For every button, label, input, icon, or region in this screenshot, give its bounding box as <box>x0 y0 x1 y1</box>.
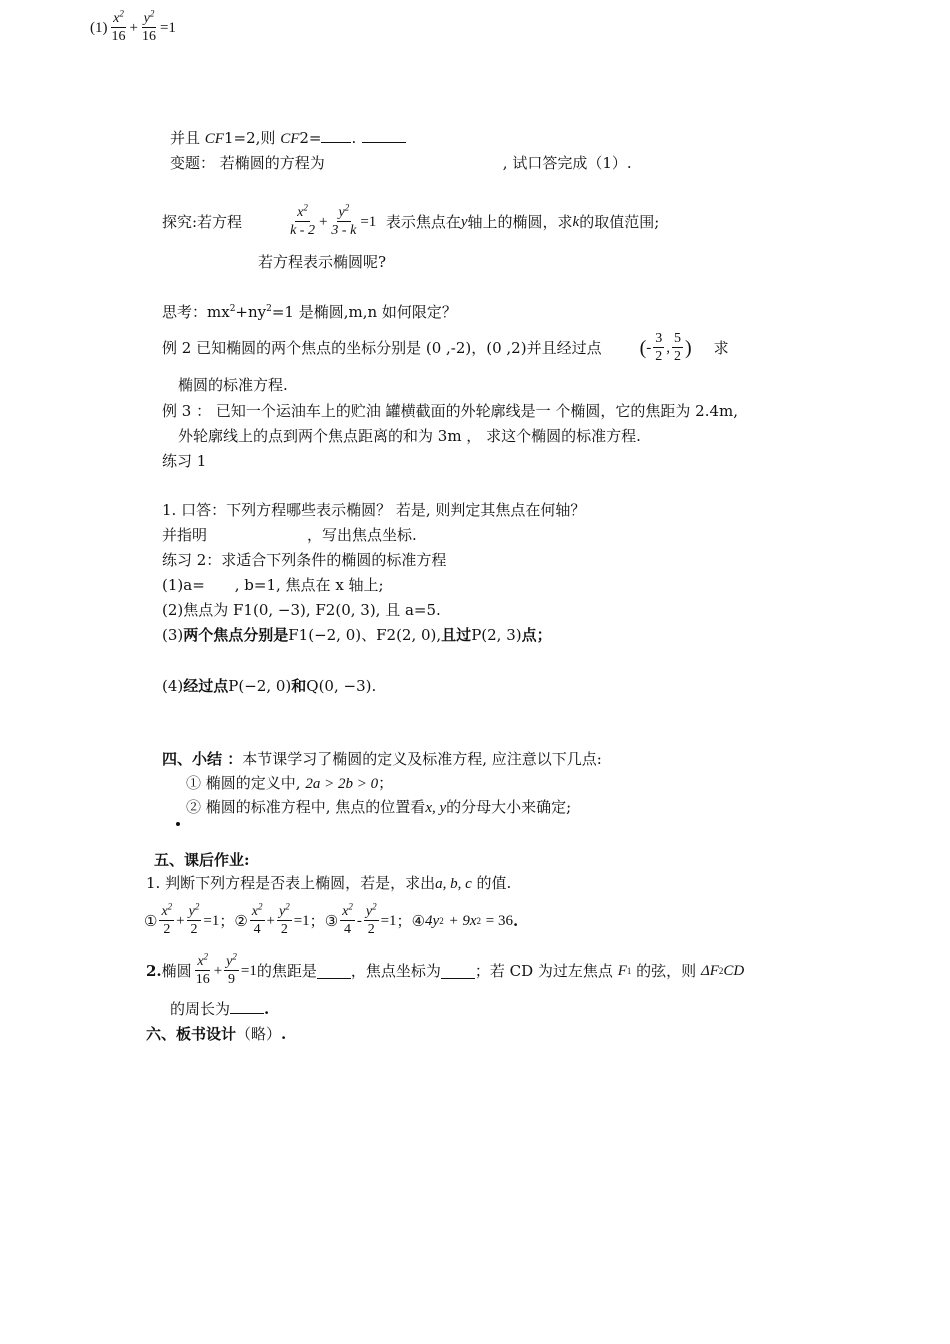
text-line-cf: 并且 CF1=2,则 CF2= . <box>170 128 406 149</box>
text-line-think: 思考：$mx^2+ny^2=1$ 是椭圆,m,n 如何限定？ <box>162 303 457 321</box>
board-design-heading: 六、板书设计（略）. <box>146 1025 287 1043</box>
example-3-line-2: 外轮廓线上的点到两个焦点距离的和为 3m ， 求这个椭圆的标准方程. <box>178 427 641 445</box>
exercise-2-item-4: (4)经过点P(−2, 0)和Q(0, −3). <box>162 677 377 695</box>
example-3-line: 例 3 ： 已知一个运油车上的贮油 罐横截面的外轮廓线是一 个椭圆，它的焦距为 2.4m, <box>162 402 739 420</box>
exercise-1-title: 练习 1 <box>162 452 207 470</box>
fraction-5-2: $\frac{5}{2}$ <box>674 331 681 364</box>
exercise-1-q1b: 并指明 ，写出焦点坐标. <box>162 526 417 544</box>
equation-label: (1) <box>90 20 108 36</box>
example-2-line: 例 2 已知椭圆的两个焦点的坐标分别是 (0 ,-2)，(0 ,2)并且经过点 ( - $\frac{3}{2}$ , $\frac{5}{2}$ ) 求 <box>162 331 729 364</box>
text-line-variant: 变题： 若椭圆的方程为 , 试口答完成（1）. <box>170 154 632 172</box>
fraction-x2-k2: $\frac{x^2}{k - 2}$ <box>290 202 315 238</box>
text-line-explore: 探究:若方程 $\frac{x^2}{k - 2}$ + $\frac{y^2}{3 - k}$ =1 表示焦点在 y 轴上的椭圆，求 k 的取值范围; <box>162 202 660 238</box>
exercise-2-item-1: (1)a= , b=1, 焦点在 x 轴上; <box>162 576 384 594</box>
homework-q2: 2. 椭圆 $\frac{x^2}{16}$ + $\frac{y^2}{9}$ =1 的焦距是 ，焦点坐标为 ；若 CD 为过左焦点 F 1 的弦，则 ΔF 2 CD <box>146 951 745 987</box>
summary-heading: 四、小结 ：本节课学习了椭圆的定义及标准方程, 应注意以下几点: <box>162 750 602 768</box>
fraction-3-2: $\frac{3}{2}$ <box>655 331 663 364</box>
equals-one: =1 <box>159 20 176 36</box>
exercise-2-title: 练习 2：求适合下列条件的椭圆的标准方程 <box>162 551 447 569</box>
summary-point-2: ② 椭圆的标准方程中, 焦点的位置看x, y的分母大小来确定; <box>186 798 572 816</box>
fraction-y2-3k: $\frac{y^2}{3 - k}$ <box>331 202 357 238</box>
text-line-ellipse-q: 若方程表示椭圆呢? <box>258 253 387 271</box>
homework-q2-line-2: 的周长为 . <box>170 1000 270 1018</box>
homework-q1-equations: ① $\frac{x^2}{2}$ + $\frac{y^2}{2}$ =1 ； ② $\frac{x^2}{4}$ + $\frac{y^2}{2}$ =1 ； ③ $\frac{x^2}{4}$ - $\frac{y^2}{2}$ =1 ； ④ 4y 2 + 9x 2 = 36 . <box>144 901 519 937</box>
summary-point-1: ① 椭圆的定义中, 2a > 2b > 0； <box>186 774 394 792</box>
exercise-2-item-3: (3)两个焦点分别是F1(−2, 0)、F2(2, 0),且过P(2, 3)点； <box>162 626 552 644</box>
homework-q1: 1. 判断下列方程是否表上椭圆，若是，求出a, b, c 的值. <box>146 874 512 892</box>
example-2-line-2: 椭圆的标准方程. <box>178 376 288 394</box>
homework-heading: 五、课后作业: <box>154 851 250 869</box>
fraction-y2-16: $\frac{y^2}{16}$ <box>141 8 156 44</box>
equation-line-1: (1) $\frac{x^2}{16}$ + $\frac{y^2}{16}$ =1 <box>90 8 176 44</box>
exercise-2-item-2: (2)焦点为 F1(0, −3), F2(0, 3), 且 a=5. <box>162 601 441 619</box>
exercise-1-q1: 1. 口答：下列方程哪些表示椭圆？ 若是, 则判定其焦点在何轴？ <box>162 501 586 519</box>
bullet-dot <box>176 822 180 826</box>
fraction-x2-16: $\frac{x^2}{16}$ <box>111 8 126 44</box>
